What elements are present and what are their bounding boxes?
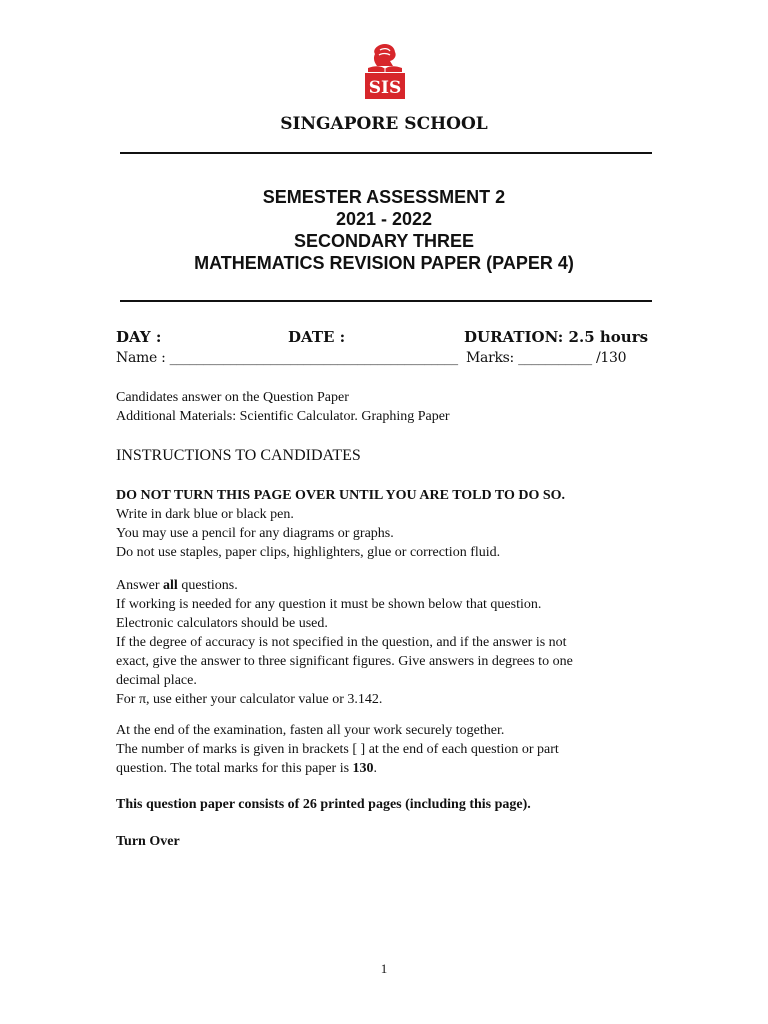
instructions-block <box>116 486 656 562</box>
school-logo <box>360 42 410 102</box>
duration-label: DURATION: 2.5 hours <box>464 328 649 346</box>
answer-instructions <box>116 576 656 709</box>
school-crest-icon <box>360 42 410 102</box>
title-line-level: SECONDARY THREE <box>293 231 475 251</box>
instruction-line: You may use a pencil for any diagrams or graphs. <box>116 526 394 541</box>
answer-all-line <box>116 576 656 595</box>
end-instructions <box>116 721 656 778</box>
materials-line: Additional Materials: Scientific Calculator. Graphing Paper <box>116 409 450 424</box>
end-line: The number of marks is given in brackets [ ] at the end of each question or part <box>116 742 559 757</box>
title-line-assessment: SEMESTER ASSESSMENT 2 <box>262 187 506 207</box>
answer-line: decimal place. <box>116 673 197 688</box>
instruction-line: Do not use staples, paper clips, highlighters, glue or correction fluid. <box>116 545 501 560</box>
total-prefix: question. The total marks for this paper is <box>116 761 353 776</box>
answer-line: If the degree of accuracy is not specified in the question, and if the answer is not <box>116 635 567 650</box>
page-number: 1 <box>380 961 388 976</box>
instructions-heading: INSTRUCTIONS TO CANDIDATES <box>116 447 361 464</box>
candidates-line: Candidates answer on the Question Paper <box>116 390 349 405</box>
answer-prefix: Answer <box>116 578 164 593</box>
title-line-subject: MATHEMATICS REVISION PAPER (PAPER 4) <box>194 253 574 273</box>
answer-suffix: questions. <box>177 578 238 593</box>
answer-line: For π, use either your calculator value or 3.142. <box>116 692 383 707</box>
title-line-year: 2021 - 2022 <box>335 209 433 229</box>
instruction-line: Write in dark blue or black pen. <box>116 507 294 522</box>
answer-line: If working is needed for any question it must be shown below that question. <box>116 597 542 612</box>
end-line: At the end of the examination, fasten all your work securely together. <box>116 723 505 738</box>
school-name: SINGAPORE SCHOOL <box>280 114 488 134</box>
exam-info-row <box>116 328 649 350</box>
date-label: DATE : <box>288 328 346 346</box>
marks-field: Marks: ___________ /130 <box>466 350 627 366</box>
total-marks: 130 <box>352 761 374 776</box>
name-field: Name : ___________________________________________ <box>116 350 458 366</box>
exam-title <box>0 186 768 274</box>
page-count-notice: This question paper consists of 26 printed pages (including this page). <box>116 797 531 812</box>
candidate-info-row <box>116 350 646 372</box>
total-suffix: . <box>373 761 378 776</box>
turn-over-label: Turn Over <box>116 834 180 849</box>
divider-top <box>120 152 652 154</box>
candidate-materials <box>116 388 656 426</box>
answer-line: exact, give the answer to three significant figures. Give answers in degrees to one <box>116 654 573 669</box>
divider-bottom <box>120 300 652 302</box>
answer-line: Electronic calculators should be used. <box>116 616 328 631</box>
end-line-total <box>116 759 656 778</box>
logo-text: SIS <box>368 78 402 98</box>
instructions-warning: DO NOT TURN THIS PAGE OVER UNTIL YOU ARE TOLD TO DO SO. <box>116 488 566 503</box>
answer-bold-word: all <box>163 578 178 593</box>
day-label: DAY : <box>116 328 162 346</box>
